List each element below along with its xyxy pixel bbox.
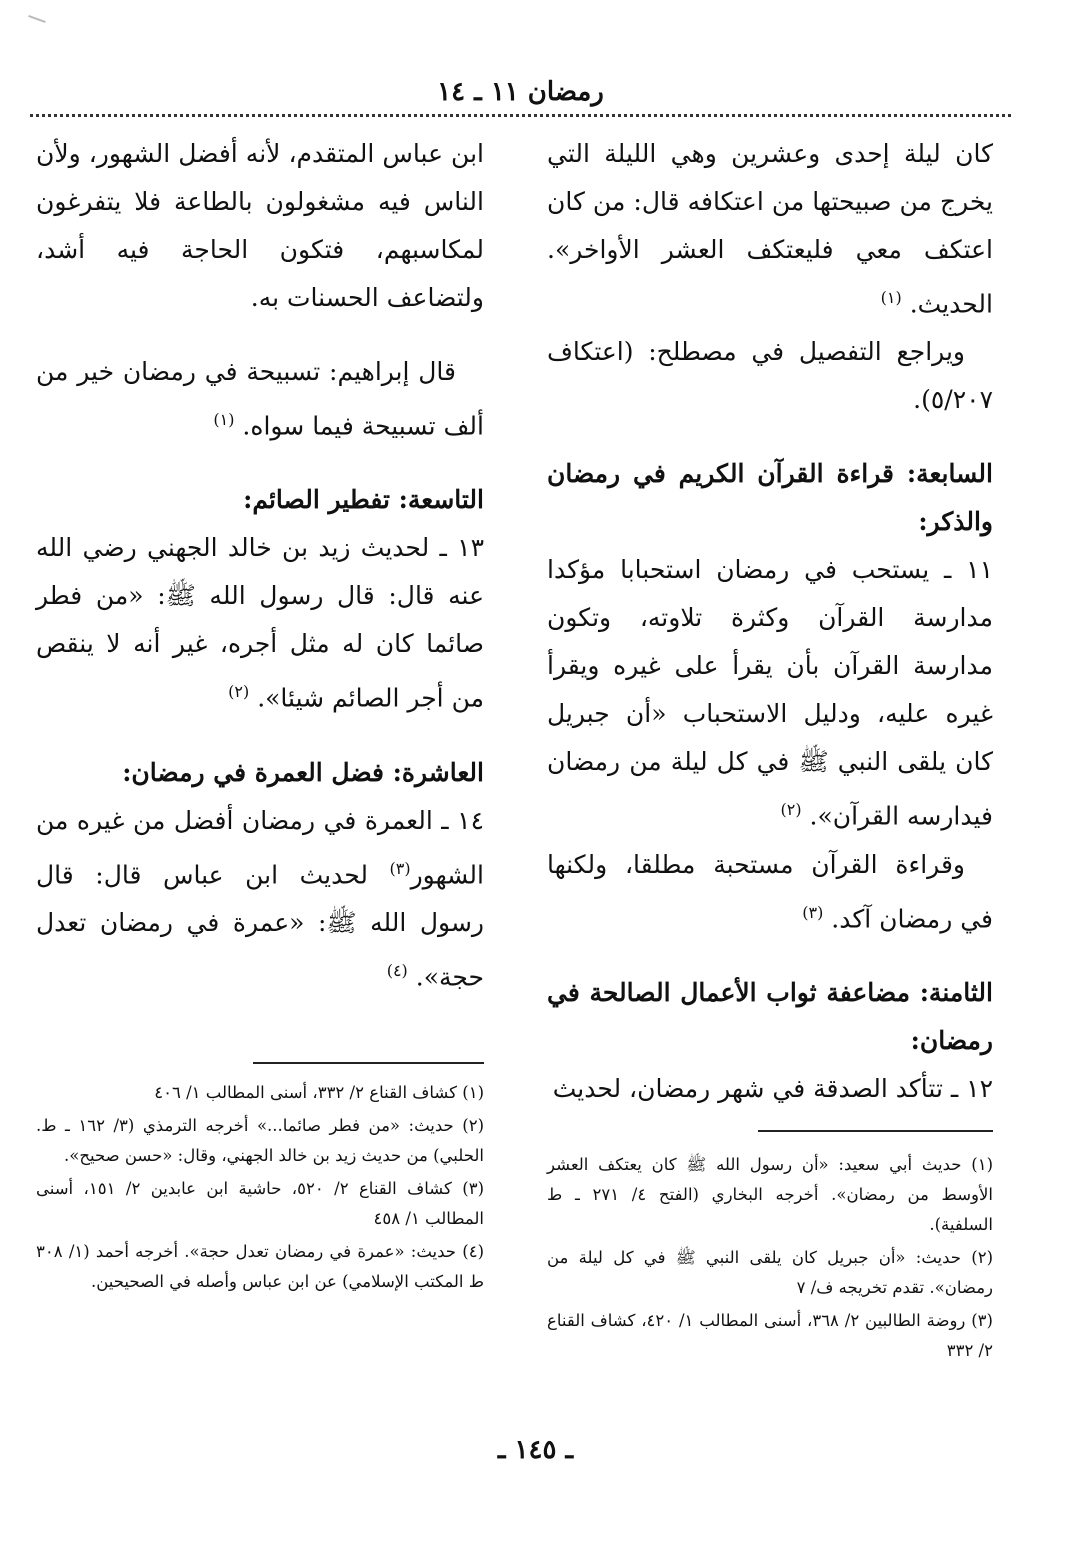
footnote-marker: (٢)	[780, 800, 802, 820]
running-title: رمضان ١١ ـ ١٤	[437, 77, 604, 107]
right-column	[547, 130, 993, 1113]
footnotes-right	[547, 1150, 993, 1369]
page-header	[30, 72, 1011, 120]
section-heading-seventh: السابعة: قراءة القرآن الكريم في رمضان والذكر:	[547, 459, 993, 537]
footnote-number: (٣)	[971, 1311, 993, 1330]
left-column	[36, 130, 484, 1001]
paragraph-text: لحديث ابن عباس قال: قال رسول الله ﷺ: «عمرة في رمضان تعدل حجة».	[36, 859, 484, 992]
footnote-text: حديث: «أن جبريل كان يلقى النبي ﷺ في كل ليلة من رمضان». تقدم تخريجه ف/ ٧	[547, 1248, 993, 1297]
page-number: ـ ١٤٥ ـ	[497, 1435, 574, 1465]
paragraph-text: كان ليلة إحدى وعشرين وهي الليلة التي يخرج من صبيحتها من اعتكافه قال: من كان اعتكف معي فليعتكف العشر الأواخر». الحديث.	[547, 139, 993, 319]
footnote-number: (١)	[462, 1083, 484, 1102]
paragraph	[547, 130, 993, 328]
paragraph-14	[36, 797, 484, 1002]
paragraph-11	[547, 546, 993, 840]
footnote-text: كشاف القناع ٢/ ٣٣٢، أسنى المطالب ١/ ٤٠٦	[154, 1083, 457, 1102]
footnote-marker: (٢)	[228, 682, 250, 702]
footnotes-left	[36, 1078, 484, 1300]
paragraph-text: ١١ ـ يستحب في رمضان استحبابا مؤكدا مدارسة القرآن وكثرة تلاوته، وتكون مدارسة القرآن بأن يقرأ على غيره ويقرأ غيره عليه، ودليل الاستحباب «أن جبريل كان يلقى النبي ﷺ في كل ليلة من رمضان فيدارسه القرآن».	[547, 555, 993, 831]
footnote	[36, 1111, 484, 1171]
footnote-separator	[253, 1062, 484, 1064]
paragraph-13	[36, 524, 484, 722]
footnote-text: حديث أبي سعيد: «أن رسول الله ﷺ كان يعتكف العشر الأوسط من رمضان». أخرجه البخاري (الفتح ٤/ ٢٧١ ـ ط السلفية).	[547, 1155, 993, 1234]
paragraph-12: ١٢ ـ تتأكد الصدقة في شهر رمضان، لحديث	[552, 1073, 993, 1103]
footnote-number: (٣)	[462, 1179, 485, 1198]
paragraph-text: وقراءة القرآن مستحبة مطلقا، ولكنها في رمضان آكد.	[547, 849, 993, 933]
footnote-separator	[758, 1130, 993, 1132]
section-heading-ninth: التاسعة: تفطير الصائم:	[243, 485, 484, 515]
footnote-number: (٢)	[971, 1248, 993, 1267]
footnote	[36, 1078, 484, 1108]
footnote-marker: (٣)	[802, 902, 824, 922]
header-dotted-rule	[30, 114, 1011, 117]
footnote-text: كشاف القناع ٢/ ٥٢٠، حاشية ابن عابدين ٢/ ١٥١، أسنى المطالب ١/ ٤٥٨	[36, 1179, 484, 1228]
paragraph-text: قال إبراهيم: تسبيحة في رمضان خير من ألف تسبيحة فيما سواه.	[36, 357, 484, 441]
paragraph: ابن عباس المتقدم، لأنه أفضل الشهور، ولأن الناس فيه مشغولون بالطاعة فلا يتفرغون لمكاسبهم، فتكون الحاجة فيه أشد، ولتضاعف الحسنات به.	[36, 139, 484, 312]
footnote	[547, 1306, 993, 1366]
paragraph	[36, 348, 484, 450]
footnote-marker: (٣)	[389, 858, 411, 878]
footnote-marker: (٤)	[386, 960, 408, 980]
paragraph-text: ١٣ ـ لحديث زيد بن خالد الجهني رضي الله عنه قال: قال رسول الله ﷺ: «من فطر صائما كان له مثل أجره، غير أنه لا ينقص من أجر الصائم شيئا».	[36, 533, 484, 713]
footnote	[36, 1237, 484, 1297]
footnote-text: حديث: «من فطر صائما...» أخرجه الترمذي (٣/ ١٦٢ ـ ط. الحلبي) من حديث زيد بن خالد الجهني، وقال: «حسن صحيح».	[36, 1116, 484, 1165]
paragraph	[547, 841, 993, 943]
footnote-marker: (١)	[213, 410, 235, 429]
footnote	[36, 1174, 484, 1234]
footnote-number: (٢)	[462, 1116, 484, 1135]
footnote-text: روضة الطالبين ٢/ ٣٦٨، أسنى المطالب ١/ ٤٢٠، كشاف القناع ٢/ ٣٣٢	[547, 1311, 993, 1360]
footnote	[547, 1243, 993, 1303]
paragraph-text: ١٤ ـ العمرة في رمضان أفضل من غيره من الشهور	[36, 805, 484, 889]
section-heading-tenth: العاشرة: فضل العمرة في رمضان:	[122, 757, 484, 787]
section-heading-eighth: الثامنة: مضاعفة ثواب الأعمال الصالحة في رمضان:	[547, 977, 993, 1055]
footnote-marker: (١)	[880, 288, 902, 307]
scan-mark	[28, 15, 46, 23]
footnote	[547, 1150, 993, 1240]
footnote-number: (٤)	[462, 1242, 484, 1261]
footnote-number: (١)	[971, 1155, 993, 1174]
footnote-text: حديث: «عمرة في رمضان تعدل حجة». أخرجه أحمد (١/ ٣٠٨ ط المكتب الإسلامي) عن ابن عباس وأصله في الصحيحين.	[36, 1242, 484, 1291]
paragraph: ويراجع التفصيل في مصطلح: (اعتكاف ٥/٢٠٧).	[547, 337, 993, 415]
